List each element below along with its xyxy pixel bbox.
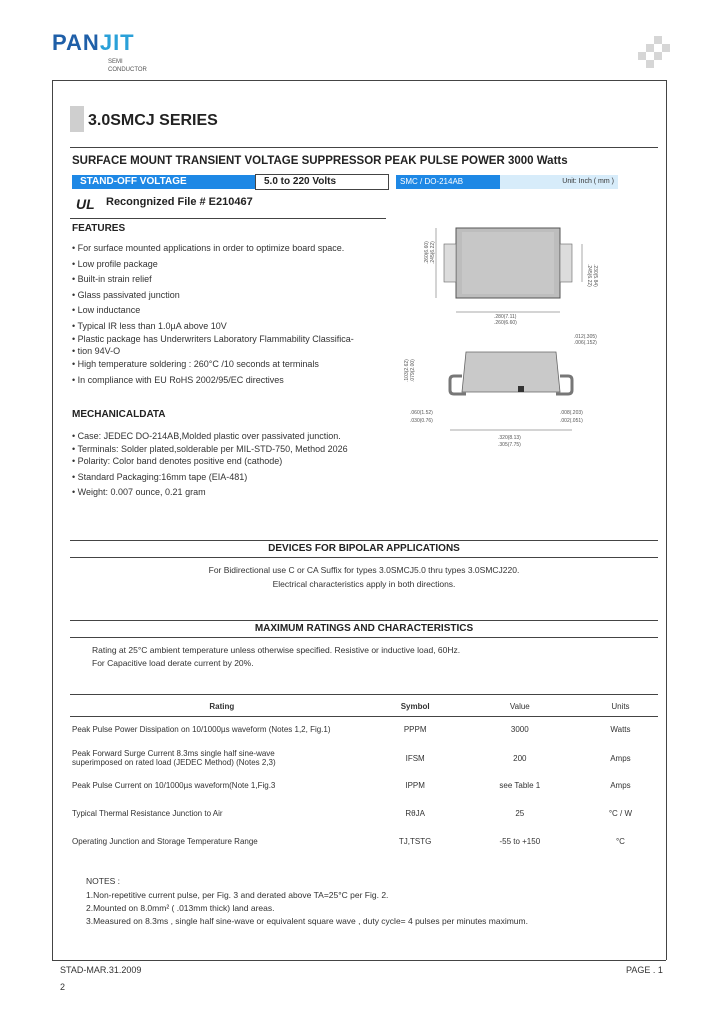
decor-square bbox=[646, 44, 654, 52]
ul-logo-icon: UL bbox=[76, 196, 95, 212]
row-value: 3000 bbox=[510, 725, 529, 734]
row-rating: Peak Pulse Power Dissipation on 10/1000µs waveform (Notes 1,2, Fig.1) bbox=[72, 725, 331, 734]
dim-label: .079(2.00) bbox=[410, 359, 416, 382]
logo-pan: PAN bbox=[52, 30, 100, 55]
row-symbol: RθJA bbox=[405, 808, 425, 818]
logo-jit: JIT bbox=[99, 30, 135, 55]
list-item: • Glass passivated junction bbox=[72, 288, 392, 304]
dim-label: .002(.051) bbox=[560, 418, 583, 424]
standoff-label: STAND-OFF VOLTAGE bbox=[72, 175, 256, 189]
features-title: FEATURES bbox=[72, 223, 126, 234]
main-title: SURFACE MOUNT TRANSIENT VOLTAGE SUPPRESSOR PEAK PULSE POWER 3000 Watts bbox=[72, 155, 568, 167]
list-item: • Standard Packaging:16mm tape (EIA-481) bbox=[72, 471, 392, 484]
header-rating: Rating bbox=[209, 701, 235, 711]
note-1: 1.Non-repetitive current pulse, per Fig. 3 and derated above TA=25°C per Fig. 2. bbox=[86, 890, 389, 900]
decor-square bbox=[646, 60, 654, 68]
notes-title: NOTES : bbox=[86, 876, 121, 886]
ratings-title: MAXIMUM RATINGS AND CHARACTERISTICS bbox=[254, 623, 474, 634]
list-item: • Polarity: Color band denotes positive end (cathode) bbox=[72, 455, 392, 468]
standoff-value: 5.0 to 220 Volts bbox=[255, 174, 389, 190]
list-item: • Case: JEDEC DO-214AB,Molded plastic over passivated junction. bbox=[72, 430, 392, 443]
list-item: • Typical IR less than 1.0µA above 10V bbox=[72, 319, 392, 335]
footer-date: STAD-MAR.31.2009 bbox=[60, 965, 142, 975]
right-rule bbox=[666, 80, 667, 960]
dim-label: .320(8.13) bbox=[498, 435, 521, 441]
header-units: Units bbox=[611, 701, 630, 711]
logo-sub-line2: CONDUCTOR bbox=[108, 67, 147, 73]
series-title: 3.0SMCJ SERIES bbox=[88, 112, 218, 129]
list-item: • Weight: 0.007 ounce, 0.21 gram bbox=[72, 486, 392, 499]
decor-square bbox=[662, 44, 670, 52]
row-symbol: TJ,TSTG bbox=[398, 836, 432, 846]
ratings-table bbox=[70, 697, 658, 855]
rule bbox=[70, 540, 658, 541]
top-rule bbox=[52, 80, 666, 81]
ratings-note2: For Capacitive load derate current by 20%. bbox=[92, 658, 254, 668]
table-top-rule bbox=[70, 694, 658, 695]
note-3: 3.Measured on 8.3ms , single half sine-wave or equivalent square wave , duty cycle= 4 pulses per minutes maximum. bbox=[86, 916, 528, 926]
dim-label: .060(1.52) bbox=[410, 410, 433, 416]
logo-sub-line1: SEMI bbox=[108, 59, 123, 65]
footer-rule bbox=[52, 960, 666, 961]
dim-label: .280(7.11) bbox=[494, 314, 517, 320]
package-label: SMC / DO-214AB bbox=[396, 175, 504, 189]
row-rating: Typical Thermal Resistance Junction to Air bbox=[72, 808, 223, 818]
decor-square bbox=[654, 52, 662, 60]
header-value: Value bbox=[509, 701, 530, 711]
row-rating bbox=[70, 744, 374, 772]
dim-label: .245(6.22) bbox=[430, 241, 436, 264]
row-rating-line1: Peak Forward Surge Current 8.3ms single half sine-wave bbox=[72, 749, 275, 758]
decor-square bbox=[654, 36, 662, 44]
mechanical-list bbox=[72, 430, 392, 499]
bipolar-line1: For Bidirectional use C or CA Suffix for types 3.0SMCJ5.0 thru types 3.0SMCJ220. bbox=[208, 565, 520, 575]
mechanical-title: MECHANICALDATA bbox=[72, 409, 166, 420]
company-logo bbox=[52, 30, 135, 56]
note-2: 2.Mounted on 8.0mm² ( .013mm thick) land areas. bbox=[86, 903, 275, 913]
rule bbox=[70, 218, 386, 219]
dim-label: .260(6.60) bbox=[424, 241, 430, 264]
lead-left bbox=[444, 244, 456, 282]
ratings-note1: Rating at 25°C ambient temperature unless otherwise specified. Resistive or inductive load, 60Hz. bbox=[92, 645, 461, 655]
row-symbol: IFSM bbox=[405, 753, 425, 763]
dim-label: .006(.152) bbox=[574, 340, 597, 346]
rule bbox=[70, 557, 658, 558]
list-item: • Plastic package has Underwriters Laboratory Flammability Classifica- bbox=[72, 334, 392, 345]
rule bbox=[70, 637, 658, 638]
left-rule bbox=[52, 80, 53, 960]
list-item: • Built-in strain relief bbox=[72, 272, 392, 288]
table-row bbox=[70, 799, 658, 827]
dim-label: .103(2.62) bbox=[404, 359, 410, 382]
dim-label: .260(6.60) bbox=[494, 320, 517, 326]
list-item: • tion 94V-O bbox=[72, 345, 392, 357]
table-row bbox=[70, 744, 658, 772]
row-units: Amps bbox=[610, 753, 631, 763]
footer-number: 2 bbox=[60, 982, 66, 992]
list-item: • In compliance with EU RoHS 2002/95/EC directives bbox=[72, 373, 392, 389]
row-symbol: IPPM bbox=[405, 781, 425, 790]
features-list bbox=[72, 241, 392, 388]
dim-label: .030(0.76) bbox=[410, 418, 433, 424]
lead-right bbox=[560, 244, 572, 282]
list-item: • Low profile package bbox=[72, 257, 392, 273]
rule bbox=[70, 620, 658, 621]
decor-square bbox=[638, 52, 646, 60]
logo-subtitle bbox=[108, 58, 147, 74]
dim-label: .230(5.84) bbox=[592, 264, 598, 287]
bipolar-title: DEVICES FOR BIPOLAR APPLICATIONS bbox=[268, 543, 460, 554]
package-diagram bbox=[396, 192, 626, 462]
recognized-file: Recongnized File # E210467 bbox=[106, 196, 253, 208]
footer-page: PAGE . 1 bbox=[626, 965, 663, 975]
unit-label: Unit: Inch ( mm ) bbox=[500, 175, 618, 189]
series-shade bbox=[70, 106, 84, 132]
title-rule bbox=[70, 147, 658, 148]
row-rating: Operating Junction and Storage Temperature Range bbox=[72, 836, 258, 846]
bipolar-line2: Electrical characteristics apply in both directions. bbox=[272, 579, 456, 589]
dim-label: .008(.203) bbox=[560, 410, 583, 416]
dim-label: .305(7.75) bbox=[498, 442, 521, 448]
row-rating-line2: superimposed on rated load (JEDEC Method) (Notes 2,3) bbox=[72, 758, 276, 767]
list-item: • For surface mounted applications in order to optimize board space. bbox=[72, 241, 392, 257]
row-value: 200 bbox=[513, 753, 527, 763]
package-body-side bbox=[462, 352, 560, 392]
list-item: • High temperature soldering : 260°C /10 seconds at terminals bbox=[72, 357, 392, 373]
dim-label: .245(6.22) bbox=[586, 264, 592, 287]
list-item: • Terminals: Solder plated,solderable per MIL-STD-750, Method 2026 bbox=[72, 443, 392, 456]
table-row bbox=[70, 772, 658, 799]
table-row bbox=[70, 827, 658, 855]
row-value: -55 to +150 bbox=[499, 836, 541, 846]
row-units: Amps bbox=[610, 781, 631, 790]
table-header-row bbox=[70, 697, 658, 715]
row-units: °C / W bbox=[608, 808, 633, 818]
package-body-inner bbox=[462, 232, 554, 294]
row-units: °C bbox=[615, 836, 625, 846]
header-symbol: Symbol bbox=[400, 701, 430, 711]
dim-label: .012(.305) bbox=[574, 334, 597, 340]
row-value: 25 bbox=[515, 808, 525, 818]
row-value: see Table 1 bbox=[499, 781, 541, 790]
row-units: Watts bbox=[610, 725, 631, 734]
cathode-mark bbox=[518, 386, 524, 392]
row-rating: Peak Pulse Current on 10/1000µs waveform(Note 1,Fig.3 bbox=[72, 781, 276, 790]
row-symbol: PPPM bbox=[403, 725, 427, 734]
list-item: • Low inductance bbox=[72, 303, 392, 319]
table-row bbox=[70, 715, 658, 744]
